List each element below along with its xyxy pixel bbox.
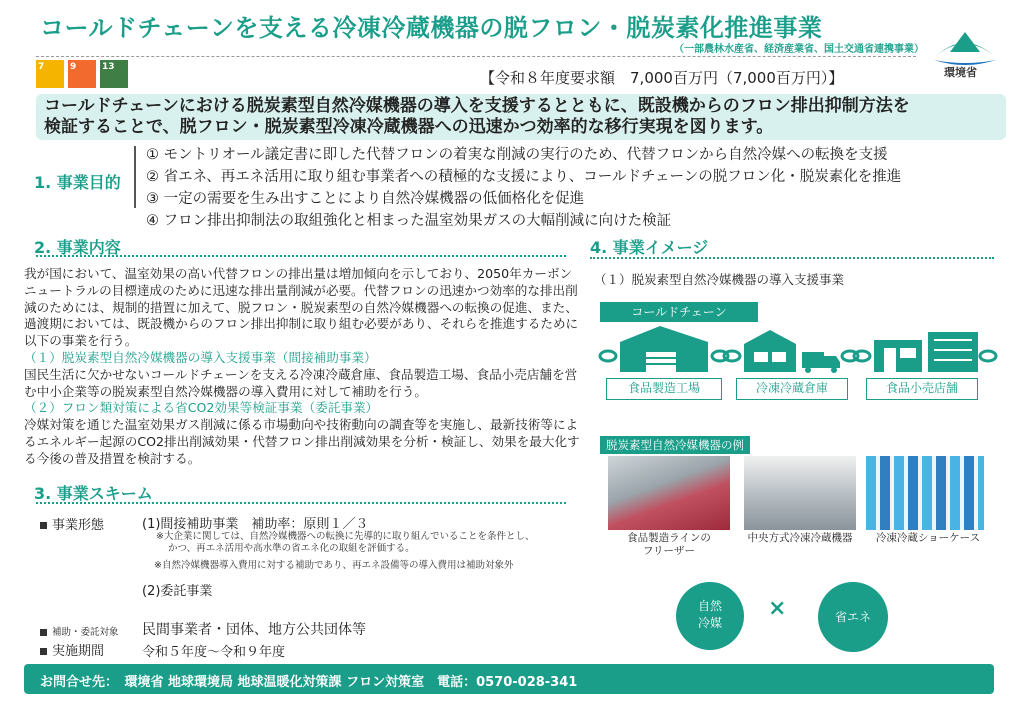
- summary-line-1: コールドチェーンにおける脱炭素型自然冷媒機器の導入を支援するとともに、既設機からのフロン排出抑制方法を: [44, 96, 910, 116]
- times-symbol: ×: [768, 596, 787, 621]
- page-title: コールドチェーンを支える冷凍冷蔵機器の脱フロン・脱炭素化推進事業: [40, 14, 823, 42]
- budget-request: 【令和８年度要求額 7,000百万円（7,000百万円）】: [480, 69, 844, 87]
- section-scheme-heading: 3. 事業スキーム: [34, 484, 153, 503]
- section-divider: [36, 502, 566, 504]
- cold-chain-label: コールドチェーン: [600, 302, 758, 322]
- facility-label: 食品小売店舗: [866, 378, 978, 400]
- cold-chain-illustration: [598, 322, 998, 378]
- purpose-item: ④ フロン排出抑制法の取組強化と相まった温室効果ガスの大幅削減に向けた検証: [146, 213, 672, 229]
- showcase-photo: [866, 456, 984, 530]
- scheme-form-1: (1)間接補助事業 補助率：原則１／３: [142, 517, 369, 532]
- section-divider: [590, 257, 994, 259]
- content-body: [24, 266, 580, 468]
- summary-line-2: 検証することで、脱フロン・脱炭素型冷凍冷蔵機器への迅速かつ効率的な移行実現を図ります。: [44, 117, 774, 137]
- scheme-form-2: (2)委託事業: [142, 584, 213, 599]
- section-content-heading: 2. 事業内容: [34, 238, 121, 257]
- energy-saving-circle: 省エネ: [818, 582, 888, 652]
- freezer-line-photo: [608, 456, 730, 530]
- facility-label: 冷凍冷蔵倉庫: [736, 378, 848, 400]
- content-text-1: 国民生活に欠かせないコールドチェーンを支える冷凍冷蔵倉庫、食品製造工場、食品小売店舗を営む中小企業等の脱炭素型自然冷媒機器の導入費用に対して補助を行う。: [24, 366, 578, 399]
- photo-caption: 中央方式冷凍冷蔵機器: [747, 532, 853, 544]
- scheme-target: 民間事業者・団体、地方公共団体等: [142, 622, 366, 638]
- section-divider: [36, 255, 566, 257]
- bullet-square-icon: [40, 522, 47, 529]
- scheme-target-label: 補助・委託対象: [40, 624, 119, 638]
- content-sub-1: （１）脱炭素型自然冷媒機器の導入支援事業（間接補助事業）: [24, 349, 377, 365]
- warehouse-icon: [744, 330, 840, 373]
- bullet-square-icon: [40, 629, 47, 636]
- central-refrigeration-photo: [744, 456, 856, 530]
- photo-caption: 冷凍冷蔵ショーケース: [875, 532, 981, 544]
- store-icon: [874, 332, 978, 372]
- scheme-form-label: 事業形態: [40, 514, 104, 533]
- purpose-item: ③ 一定の需要を生み出すことにより自然冷媒機器の低価格化を促進: [146, 191, 585, 207]
- bullet-square-icon: [40, 648, 47, 655]
- ministries-note: （一部農林水産省、経済産業省、国土交通省連携事業）: [674, 44, 924, 55]
- scheme-note-1: ※大企業に関しては、自然冷媒機器への転換に先導的に取り組んでいることを条件とし、 かつ、再エネ活用や高水準の省エネ化の取組を評価する。: [156, 531, 535, 554]
- image-subheading: （１）脱炭素型自然冷媒機器の導入支援事業: [594, 272, 845, 287]
- contact-bar: お問合せ先： 環境省 地球環境局 地球温暖化対策課 フロン対策室 電話：0570-028-341: [24, 664, 994, 694]
- sdg-7-icon: 7: [36, 60, 64, 88]
- section-purpose-heading: 1. 事業目的: [34, 173, 121, 192]
- purpose-item: ② 省エネ、再エネ活用に取り組む事業者への積極的な支援により、コールドチェーンの脱フロン化・脱炭素化を推進: [146, 169, 902, 185]
- examples-label: 脱炭素型自然冷媒機器の例: [600, 436, 750, 454]
- sdg-9-icon: 9: [68, 60, 96, 88]
- scheme-note-2: ※自然冷媒機器導入費用に対する補助であり、再エネ設備等の導入費用は補助対象外: [154, 560, 514, 571]
- purpose-bracket: [134, 146, 136, 208]
- scheme-period: 令和５年度～令和９年度: [142, 645, 286, 660]
- content-intro: 我が国において、温室効果の高い代替フロンの排出量は増加傾向を示しており、2050年カーボンニュートラルの目標達成のために迅速な排出量削減が必要。代替フロンの迅速かつ効率的な排出削減のためには、規制的措置に加えて、脱フロン・脱炭素型の自然冷媒機器への転換の促進、また、過渡期においては、既設機からのフロン排出抑制に取り組む必要があり、それらを推進するために以下の事業を行う。: [24, 266, 579, 349]
- content-sub-2: （２）フロン類対策による省CO2効果等検証事業（委託事業）: [24, 400, 379, 416]
- summary-box: [36, 94, 1006, 140]
- facility-label: 食品製造工場: [606, 378, 722, 400]
- factory-icon: [620, 326, 708, 372]
- photo-caption: 食品製造ラインの フリーザー: [627, 532, 711, 557]
- sdg-13-icon: 13: [100, 60, 128, 88]
- scheme-period-label: 実施期間: [40, 640, 104, 659]
- content-text-2: 冷媒対策を通じた温室効果ガス削減に係る市場動向や技術動向の調査等を実施し、最新技術等によるエネルギー起源のCO2排出削減効果・代替フロン排出削減効果を分析・検証し、効果を最大化する今後の普及措置を検討する。: [24, 417, 580, 466]
- ministry-logo-text: 環境省: [944, 66, 977, 79]
- natural-refrigerant-circle: 自然 冷媒: [676, 582, 744, 650]
- title-divider: [36, 56, 916, 57]
- purpose-item: ① モントリオール議定書に即した代替フロンの着実な削減の実行のため、代替フロンから自然冷媒への転換を支援: [146, 147, 888, 163]
- section-image-heading: 4. 事業イメージ: [590, 238, 709, 257]
